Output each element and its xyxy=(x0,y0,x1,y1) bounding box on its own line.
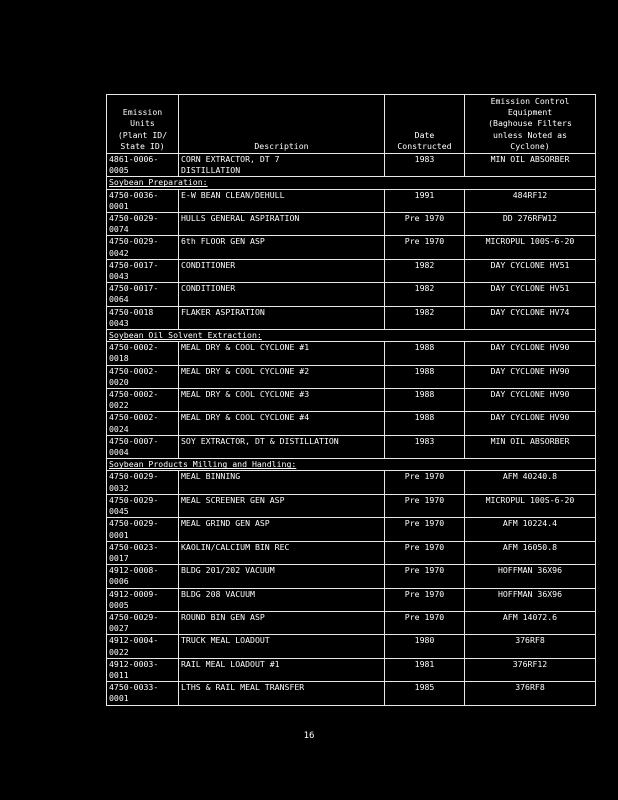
description-cell: FLAKER ASPIRATION xyxy=(179,306,385,329)
emission-unit-cell: 4750-0002- 0018 xyxy=(107,342,179,365)
emission-unit-cell: 4750-0023- 0017 xyxy=(107,541,179,564)
emission-unit-cell: 4750-0033- 0001 xyxy=(107,682,179,705)
description-cell: CORN EXTRACTOR, DT 7 DISTILLATION xyxy=(179,154,385,177)
control-equipment-cell: 484RF12 xyxy=(465,189,596,212)
section-heading-row xyxy=(107,177,596,189)
date-constructed-cell: 1982 xyxy=(385,283,465,306)
section-heading: Soybean Preparation: xyxy=(107,177,596,189)
control-equipment-cell: AFM 10224.4 xyxy=(465,518,596,541)
description-cell: HULLS GENERAL ASPIRATION xyxy=(179,213,385,236)
date-constructed-cell: Pre 1970 xyxy=(385,518,465,541)
table-header xyxy=(107,95,596,154)
control-equipment-cell: DAY CYCLONE HV90 xyxy=(465,412,596,435)
description-cell: BLDG 201/202 VACUUM xyxy=(179,565,385,588)
table-body xyxy=(107,154,596,706)
section-heading-row xyxy=(107,330,596,342)
emission-unit-cell: 4750-0029- 0045 xyxy=(107,494,179,517)
control-equipment-cell: DD 276RFW12 xyxy=(465,213,596,236)
emission-unit-cell: 4750-0036- 0001 xyxy=(107,189,179,212)
header-row xyxy=(107,95,596,154)
date-constructed-cell: 1988 xyxy=(385,389,465,412)
table-row xyxy=(107,259,596,282)
emission-unit-cell: 4750-0029- 0074 xyxy=(107,213,179,236)
description-cell: RAIL MEAL LOADOUT #1 xyxy=(179,658,385,681)
description-cell: MEAL BINNING xyxy=(179,471,385,494)
header-control-equipment: Emission Control Equipment (Baghouse Filters unless Noted as Cyclone) xyxy=(465,95,596,154)
header-date-constructed: Date Constructed xyxy=(385,95,465,154)
date-constructed-cell: 1985 xyxy=(385,682,465,705)
control-equipment-cell: DAY CYCLONE HV51 xyxy=(465,283,596,306)
control-equipment-cell: DAY CYCLONE HV74 xyxy=(465,306,596,329)
description-cell: MEAL SCREENER GEN ASP xyxy=(179,494,385,517)
header-description: Description xyxy=(179,95,385,154)
table-row xyxy=(107,154,596,177)
emission-unit-cell: 4750-0029- 0001 xyxy=(107,518,179,541)
table-row xyxy=(107,365,596,388)
table-row xyxy=(107,682,596,705)
table-row xyxy=(107,494,596,517)
table-row xyxy=(107,189,596,212)
table-row xyxy=(107,435,596,458)
date-constructed-cell: 1991 xyxy=(385,189,465,212)
emission-unit-cell: 4750-0002- 0022 xyxy=(107,389,179,412)
table-row xyxy=(107,412,596,435)
description-cell: CONDITIONER xyxy=(179,283,385,306)
control-equipment-cell: AFM 40240.8 xyxy=(465,471,596,494)
table-row xyxy=(107,541,596,564)
section-heading: Soybean Products Milling and Handling: xyxy=(107,459,596,471)
control-equipment-cell: HOFFMAN 36X96 xyxy=(465,565,596,588)
emission-unit-cell: 4750-0029- 0032 xyxy=(107,471,179,494)
date-constructed-cell: Pre 1970 xyxy=(385,565,465,588)
description-cell: MEAL DRY & COOL CYCLONE #3 xyxy=(179,389,385,412)
section-heading: Soybean Oil Solvent Extraction: xyxy=(107,330,596,342)
date-constructed-cell: 1983 xyxy=(385,435,465,458)
date-constructed-cell: 1980 xyxy=(385,635,465,658)
emission-unit-cell: 4912-0009- 0005 xyxy=(107,588,179,611)
table-row xyxy=(107,283,596,306)
description-cell: ROUND BIN GEN ASP xyxy=(179,611,385,634)
date-constructed-cell: 1988 xyxy=(385,412,465,435)
table-row xyxy=(107,658,596,681)
control-equipment-cell: AFM 16050.8 xyxy=(465,541,596,564)
control-equipment-cell: DAY CYCLONE HV51 xyxy=(465,259,596,282)
emission-unit-cell: 4750-0017- 0043 xyxy=(107,259,179,282)
description-cell: MEAL DRY & COOL CYCLONE #4 xyxy=(179,412,385,435)
table-row xyxy=(107,213,596,236)
description-cell: MEAL DRY & COOL CYCLONE #1 xyxy=(179,342,385,365)
description-cell: E-W BEAN CLEAN/DEHULL xyxy=(179,189,385,212)
date-constructed-cell: 1983 xyxy=(385,154,465,177)
control-equipment-cell: MIN OIL ABSORBER xyxy=(465,435,596,458)
date-constructed-cell: 1982 xyxy=(385,259,465,282)
emission-unit-cell: 4750-0007- 0004 xyxy=(107,435,179,458)
emission-unit-cell: 4750-0002- 0024 xyxy=(107,412,179,435)
date-constructed-cell: Pre 1970 xyxy=(385,471,465,494)
description-cell: BLDG 208 VACUUM xyxy=(179,588,385,611)
date-constructed-cell: Pre 1970 xyxy=(385,588,465,611)
date-constructed-cell: Pre 1970 xyxy=(385,494,465,517)
control-equipment-cell: HOFFMAN 36X96 xyxy=(465,588,596,611)
description-cell: CONDITIONER xyxy=(179,259,385,282)
date-constructed-cell: Pre 1970 xyxy=(385,213,465,236)
control-equipment-cell: MICROPUL 100S-6-20 xyxy=(465,236,596,259)
description-cell: TRUCK MEAL LOADOUT xyxy=(179,635,385,658)
date-constructed-cell: 1988 xyxy=(385,365,465,388)
description-cell: MEAL GRIND GEN ASP xyxy=(179,518,385,541)
description-cell: MEAL DRY & COOL CYCLONE #2 xyxy=(179,365,385,388)
emission-unit-cell: 4912-0004- 0022 xyxy=(107,635,179,658)
emission-unit-cell: 4912-0008- 0006 xyxy=(107,565,179,588)
description-cell: 6th FLOOR GEN ASP xyxy=(179,236,385,259)
emission-unit-cell: 4912-0003- 0011 xyxy=(107,658,179,681)
date-constructed-cell: Pre 1970 xyxy=(385,541,465,564)
date-constructed-cell: Pre 1970 xyxy=(385,611,465,634)
table-row xyxy=(107,306,596,329)
control-equipment-cell: 376RF8 xyxy=(465,682,596,705)
control-equipment-cell: 376RF8 xyxy=(465,635,596,658)
description-cell: LTHS & RAIL MEAL TRANSFER xyxy=(179,682,385,705)
emission-unit-cell: 4750-0017- 0064 xyxy=(107,283,179,306)
description-cell: KAOLIN/CALCIUM BIN REC xyxy=(179,541,385,564)
control-equipment-cell: DAY CYCLONE HV90 xyxy=(465,342,596,365)
control-equipment-cell: DAY CYCLONE HV90 xyxy=(465,389,596,412)
table-row xyxy=(107,588,596,611)
control-equipment-cell: 376RF12 xyxy=(465,658,596,681)
table-row xyxy=(107,342,596,365)
description-cell: SOY EXTRACTOR, DT & DISTILLATION xyxy=(179,435,385,458)
emission-unit-cell: 4750-0002- 0020 xyxy=(107,365,179,388)
emission-unit-cell: 4750-0018 0043 xyxy=(107,306,179,329)
date-constructed-cell: 1981 xyxy=(385,658,465,681)
control-equipment-cell: AFM 14072.6 xyxy=(465,611,596,634)
date-constructed-cell: 1988 xyxy=(385,342,465,365)
table-row xyxy=(107,518,596,541)
page-number: 16 xyxy=(303,731,315,741)
emission-unit-cell: 4861-0006- 0005 xyxy=(107,154,179,177)
control-equipment-cell: DAY CYCLONE HV90 xyxy=(465,365,596,388)
table-row xyxy=(107,635,596,658)
date-constructed-cell: 1982 xyxy=(385,306,465,329)
table-row xyxy=(107,611,596,634)
control-equipment-cell: MIN OIL ABSORBER xyxy=(465,154,596,177)
emission-unit-cell: 4750-0029- 0042 xyxy=(107,236,179,259)
emission-unit-cell: 4750-0029- 0027 xyxy=(107,611,179,634)
date-constructed-cell: Pre 1970 xyxy=(385,236,465,259)
header-emission-units: Emission Units (Plant ID/ State ID) xyxy=(107,95,179,154)
table-row xyxy=(107,236,596,259)
table-row xyxy=(107,389,596,412)
section-heading-row xyxy=(107,459,596,471)
table-row xyxy=(107,565,596,588)
emission-units-table xyxy=(106,94,596,706)
control-equipment-cell: MICROPUL 100S-6-20 xyxy=(465,494,596,517)
table-row xyxy=(107,471,596,494)
